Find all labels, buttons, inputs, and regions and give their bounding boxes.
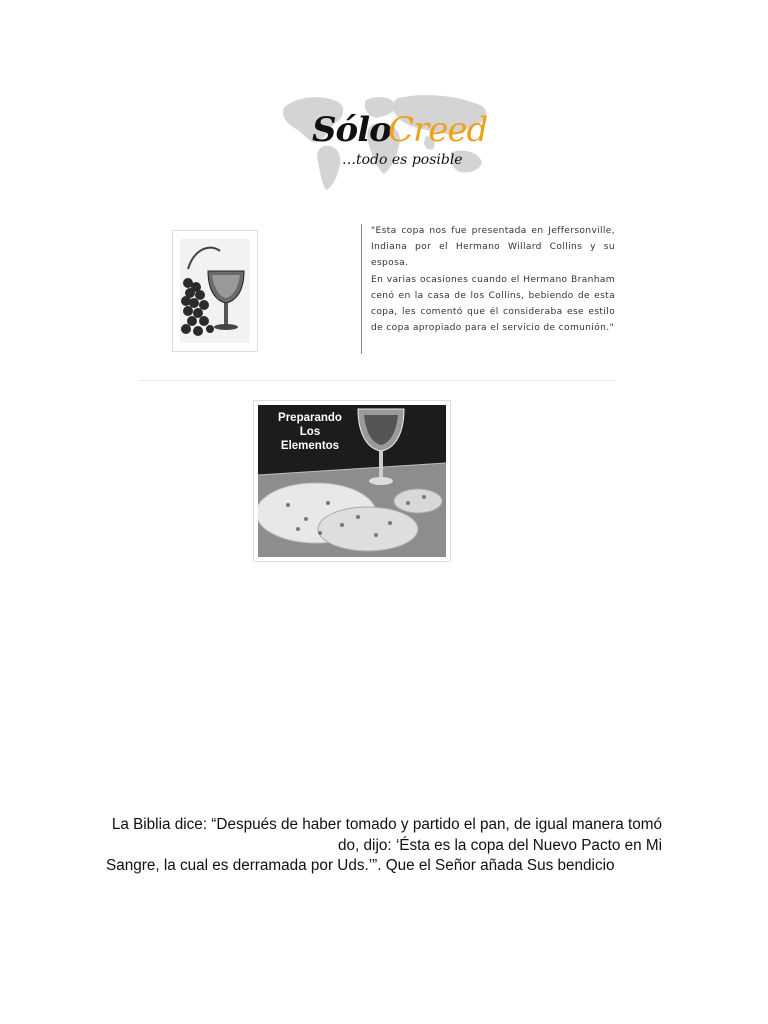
logo-tagline: …todo es posible [342,152,463,168]
quote-paragraph-1: "Esta copa nos fue presentada en Jeffersonville, Indiana por el Hermano Willard Collins y su esposa. [371,226,615,269]
quote-rule [361,224,362,354]
solo-creed-logo [276,90,498,196]
bible-line-1: La Biblia dice: “Después de haber tomado y partido el pan, de igual manera tomó [111,816,662,833]
bible-line-2: do, dijo: ‘Ésta es la copa del Nuevo Pacto en Mi [338,836,662,854]
preparing-elements-photo [253,400,451,562]
elements-photo-title [258,411,362,453]
logo-word-creed: Creed [388,110,488,150]
bible-line-3: Sangre, la cual es derramada por Uds.’”. Que el Señor añada Sus bendicio [106,857,615,874]
logo-word-solo: Sólo [312,110,391,150]
section-divider [140,380,616,381]
elements-title-line-2: Los [299,426,321,438]
bible-paragraph [106,815,662,877]
communion-cup-photo [172,230,258,352]
wine-goblet-with-grapes-icon [180,239,250,343]
elements-title-line-3: Elementos [280,440,340,452]
cup-quote [371,223,615,336]
elements-title-line-1: Preparando [278,412,342,424]
quote-paragraph-2: En varias ocasiones cuando el Hermano Branham cenó en la casa de los Collins, bebiendo de esta copa, les comentó que él consideraba ese estilo de copa apropiado para el servicio de comunión." [371,274,615,334]
